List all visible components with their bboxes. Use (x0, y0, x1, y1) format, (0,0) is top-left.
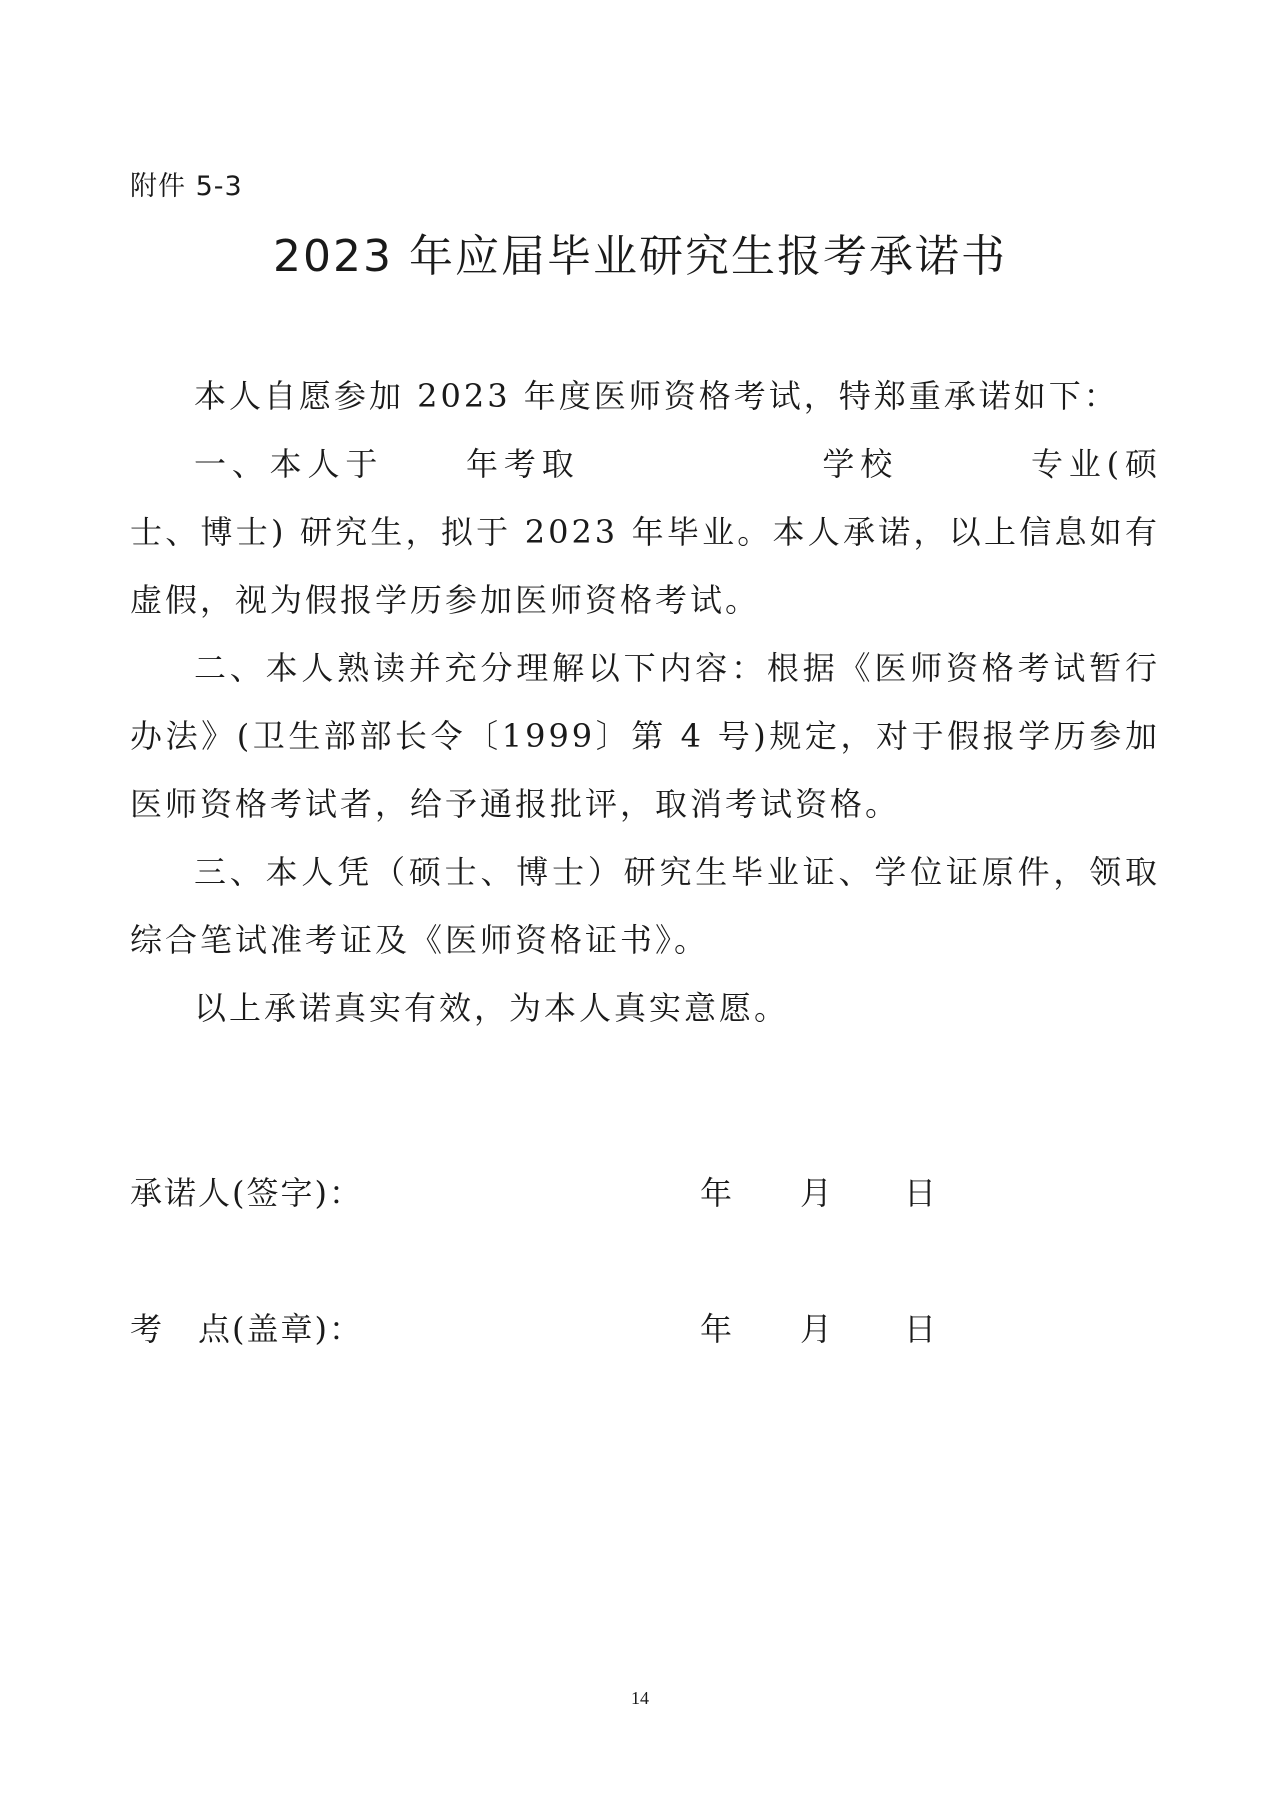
item-1-part-a: 一、本人于 (194, 445, 384, 483)
item-3-paragraph: 三、本人凭（硕士、博士）研究生毕业证、学位证原件，领取综合笔试准考证及《医师资格证书》。 (130, 853, 1160, 959)
item-1-part-c: 学校 (819, 445, 899, 483)
item-1-part-b: 年考取 (463, 445, 580, 483)
item-1-part-d: 专业(硕士、 (130, 445, 1160, 551)
attachment-label: 附件 5-3 (130, 171, 243, 202)
signature-day: 日 (904, 1174, 939, 1212)
signature-year: 年 (700, 1174, 735, 1212)
intro-paragraph: 本人自愿参加 2023 年度医师资格考试，特郑重承诺如下： (194, 377, 1119, 415)
item-1-rest: 博士) 研究生，拟于 2023 年毕业。本人承诺，以上信息如有虚假，视为假报学历参加医师资格考试。 (130, 513, 1160, 619)
seal-month: 月 (800, 1310, 835, 1348)
signature-month: 月 (800, 1174, 835, 1212)
seal-label: 考 点(盖章)： (130, 1310, 363, 1348)
seal-row (130, 1304, 939, 1350)
item-2-paragraph: 二、本人熟读并充分理解以下内容：根据《医师资格考试暂行办法》(卫生部部长令〔1999〕第 4 号)规定，对于假报学历参加医师资格考试者，给予通报批评，取消考试资格。 (130, 649, 1160, 823)
signature-row (130, 1168, 939, 1214)
signature-date (700, 1168, 938, 1214)
page-number: 14 (631, 1688, 649, 1708)
seal-year: 年 (700, 1310, 735, 1348)
seal-date (700, 1304, 938, 1350)
document-title: 2023 年应届毕业研究生报考承诺书 (273, 231, 1007, 282)
document-body (130, 362, 1160, 1042)
seal-day: 日 (904, 1310, 939, 1348)
item-1-paragraph (130, 430, 1160, 634)
closing-paragraph: 以上承诺真实有效，为本人真实意愿。 (194, 989, 790, 1027)
signature-label: 承诺人(签字)： (130, 1174, 363, 1212)
